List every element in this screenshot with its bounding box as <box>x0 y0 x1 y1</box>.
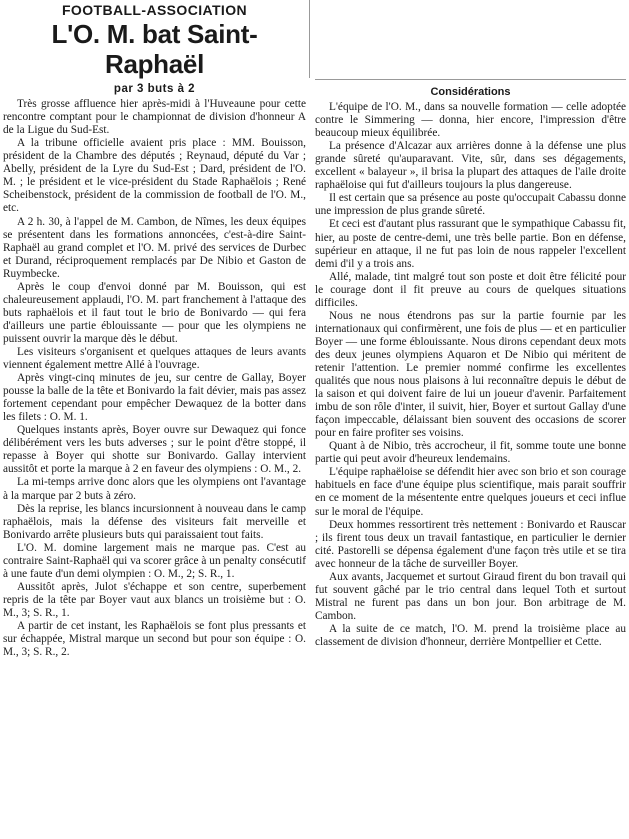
article-paragraph: La présence d'Alcazar aux arrières donne à la défense une plus grande sûreté qu'auparavant. Vite, sûr, dans ses dégagements, excellent « balayeur », il brisa la plupart des attaques de l'aile droite raphaëloise qui fut d'ailleurs toujours la plus dangereuse. <box>315 140 626 192</box>
column-rule-top <box>309 0 310 78</box>
article-paragraph: L'équipe raphaëloise se défendit hier avec son brio et son courage habituels en face d'une équipe plus scientifique, mais parait souffrir en ce moment de la mésentente entre quelques joueurs et ceci influe sur le moral de l'équipe. <box>315 466 626 518</box>
article-paragraph: Dès la reprise, les blancs incursionnent à nouveau dans le camp raphaëlois, mais la défense des visiteurs fait merveille et Bonivardo arrête plusieurs buts qui paraissaient tout faits. <box>3 502 306 541</box>
article-paragraph: Quelques instants après, Boyer ouvre sur Dewaquez qui fonce délibérément vers les buts adverses ; sur le point d'être stoppé, il repasse à Boyer qui shotte sur Bonivardo. Gallay intervient aussitôt et porte la marque à 2 en faveur des olympiens : O. M., 2. <box>3 424 306 476</box>
article-paragraph: La mi-temps arrive donc alors que les olympiens ont l'avantage à la marque par 2 buts à zéro. <box>3 476 306 502</box>
article-left-column <box>3 0 306 659</box>
article-right-column <box>315 80 626 649</box>
article-paragraph: A partir de cet instant, les Raphaëlois se font plus pressants et sur échappée, Mistral marque un second but pour son équipe : O. M., 3; S. R., 2. <box>3 619 306 659</box>
left-body <box>3 98 306 659</box>
article-paragraph: L'équipe de l'O. M., dans sa nouvelle formation — celle adoptée contre le Simmering — donna, hier encore, l'impression d'être beaucoup mieux équilibrée. <box>315 101 626 140</box>
article-paragraph: Quant à de Nibio, très accrocheur, il fit, somme toute une bonne partie qui peut avoir d'heureux lendemains. <box>315 440 626 466</box>
article-paragraph: Deux hommes ressortirent très nettement : Bonivardo et Rauscar ; ils firent tous deux un travail fantastique, en particulier le dernier cité. Pastorelli se dépensa également d'une façon très utile et se tira avec honneur de la tâche de surveiller Boyer. <box>315 518 626 570</box>
article-paragraph: Aussitôt après, Julot s'échappe et son centre, superbement repris de la tête par Boyer vaut aux blancs un troisième but : O. M., 3; S. R., 1. <box>3 580 306 619</box>
article-paragraph: Et ceci est d'autant plus rassurant que le sympathique Cabassu fit, hier, au poste de centre-demi, une très belle partie. Bon en défense, supérieur en attaque, il ne fut pas loin de nous rappeler l'excellent demi d'il y a trois ans. <box>315 218 626 270</box>
article-paragraph: A la suite de ce match, l'O. M. prend la troisième place au classement de division d'honneur, derrière Montpellier et Cette. <box>315 622 626 648</box>
right-body <box>315 101 626 649</box>
article-paragraph: A 2 h. 30, à l'appel de M. Cambon, de Nîmes, les deux équipes se présentent dans les formations annoncées, c'est-à-dire Saint-Raphaël au grand complet et l'O. M. privé des services de Durbec et Durand, réciproquement remplacés par De Nibio et Gaston de Ruymbecke. <box>3 215 306 280</box>
article-paragraph: Très grosse affluence hier après-midi à l'Huveaune pour cette rencontre comptant pour le championnat de division d'honneur A de la Ligue du Sud-Est. <box>3 98 306 137</box>
article-paragraph: Il est certain que sa présence au poste qu'occupait Cabassu donne une impression de plus grande sûreté. <box>315 192 626 218</box>
article-paragraph: Nous ne nous étendrons pas sur la partie fournie par les internationaux qui confirmèrent, une fois de plus — et en particulier Boyer — une forme éblouissante. Nous dirons cependant deux mots des deux jeunes olympiens Aquaron et De Nibio qui méritent de retenir l'attention. Le premier nommé confirme les excellentes qualités que nous nous plaisons à lui reconnaître depuis le début de la saison et qui doivent faire de lui un joueur d'avenir. Parfaitement imbu de son rôle d'inter, il suivit, hier, Boyer et surtout Gallay d'une façon impeccable, délaissant bien souvent des occasions de scorer pour en faire profiter ses voisins. <box>315 309 626 440</box>
article-paragraph: Après le coup d'envoi donné par M. Bouisson, qui est chaleureusement applaudi, l'O. M. part franchement à l'attaque des buts raphaëlois et il faut tout le brio de Bonivardo — qui fera d'ailleurs une partie éblouissante — pour que les olympiens ne puissent ouvrir la marque dès le début. <box>3 280 306 345</box>
article-paragraph: A la tribune officielle avaient pris place : MM. Bouisson, président de la Chambre des députés ; Reynaud, député du Var ; Abelly, président de la Lyre du Sud-Est ; Dard, président de l'O. M. ; le président et le vice-président du Stade Raphaëlois ; René Scheibenstock, président de la commission de football de l'O. M., etc. <box>3 137 306 215</box>
section-label: FOOTBALL-ASSOCIATION <box>61 2 248 18</box>
article-paragraph: Allé, malade, tint malgré tout son poste et doit être félicité pour le courage dont il fit preuve au cours de quelques situations difficiles. <box>315 270 626 309</box>
article-paragraph: Aux avants, Jacquemet et surtout Giraud firent du bon travail qui fut souvent gâché par le trio central dans lequel Toth et surtout Mistral ne furent pas dans un bon jour. Bon arbitrage de M. Cambon. <box>315 570 626 622</box>
article-paragraph: L'O. M. domine largement mais ne marque pas. C'est au contraire Saint-Raphaël qui va scorer grâce à un penalty consécutif à une faute d'un demi olympien : O. M., 2; S. R., 1. <box>3 541 306 580</box>
subheadline: par 3 buts à 2 <box>113 83 196 96</box>
article-paragraph: Après vingt-cinq minutes de jeu, sur centre de Gallay, Boyer pousse la balle de la tête et Bonivardo la fait dévier, mais pas assez fortement cependant pour empêcher Dewaquez de la botter dans les filets : O. M. 1. <box>3 372 306 424</box>
headline: L'O. M. bat Saint-Raphaël <box>51 19 258 80</box>
considerations-title: Considérations <box>430 86 511 98</box>
article-paragraph: Les visiteurs s'organisent et quelques attaques de leurs avants viennent également mettre Allé à l'ouvrage. <box>3 345 306 372</box>
